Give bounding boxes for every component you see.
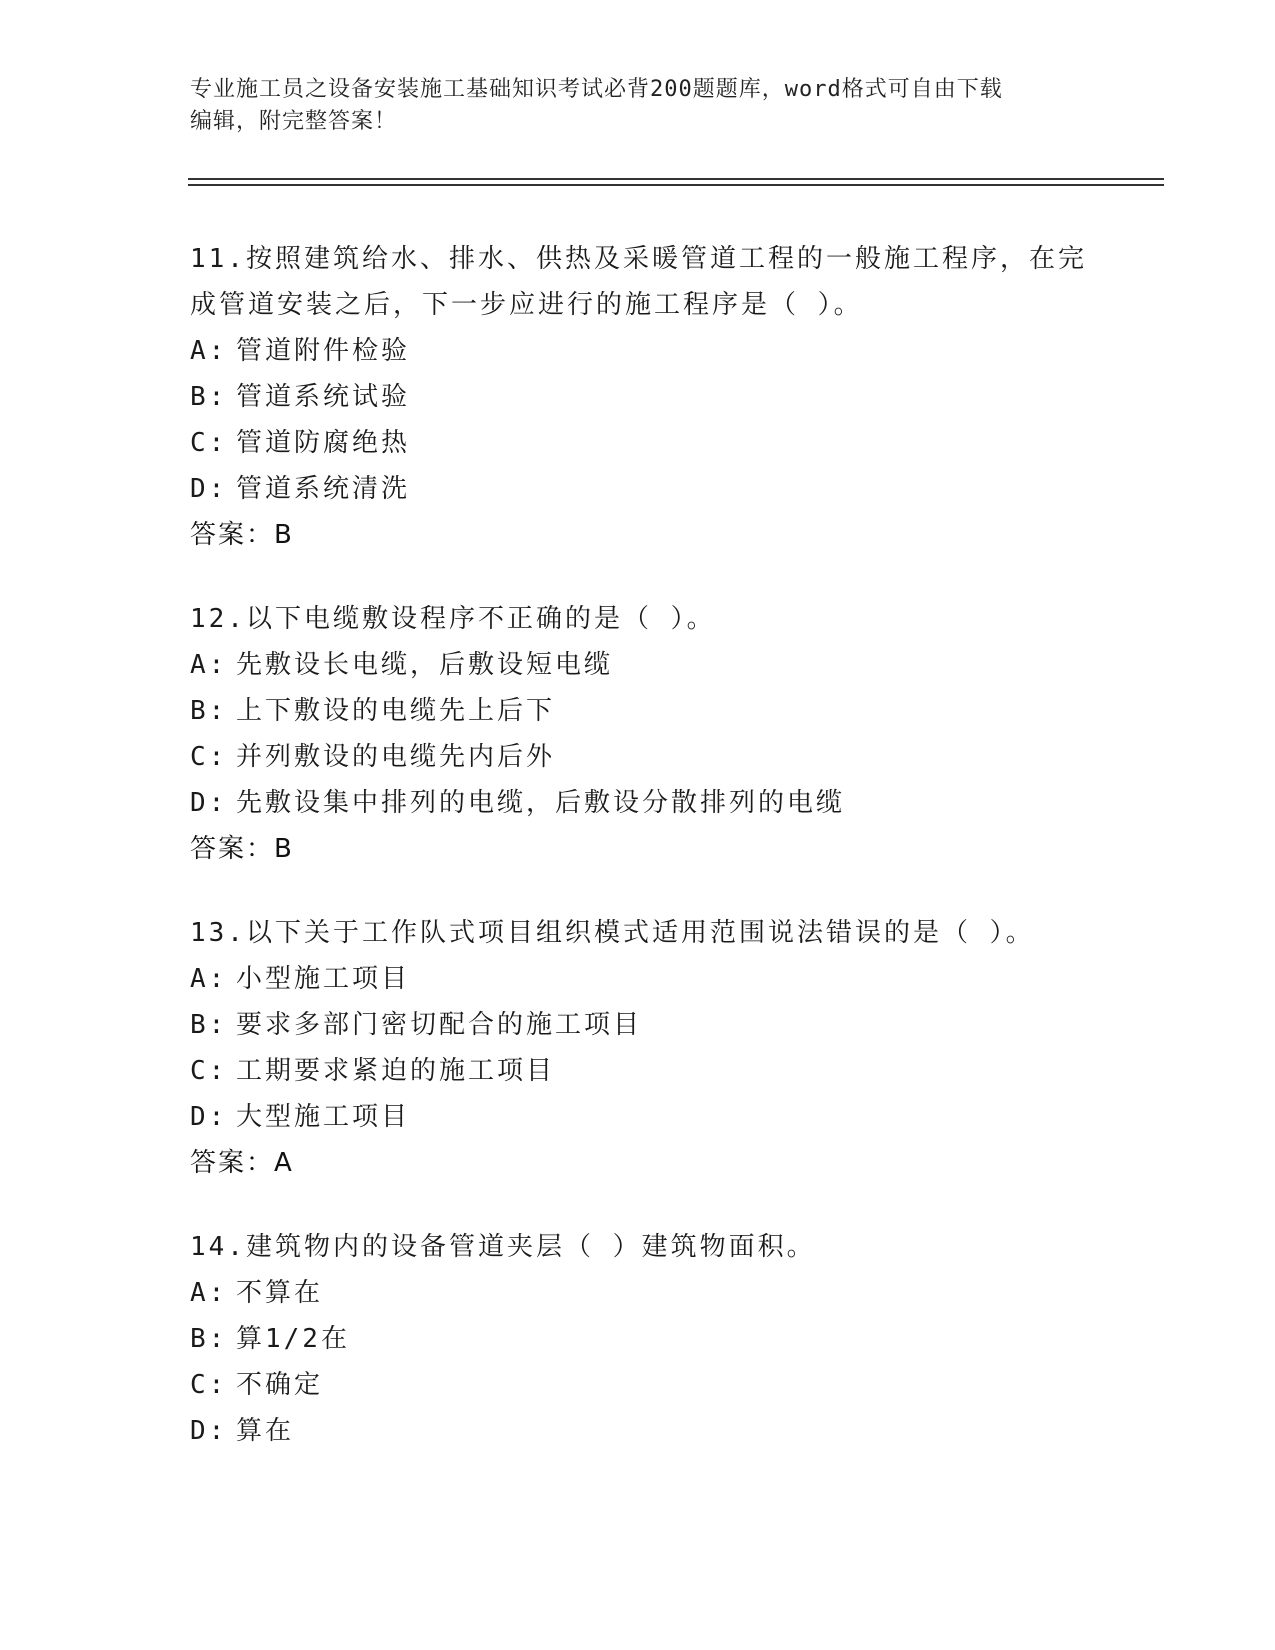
question-text-line: 14.建筑物内的设备管道夹层（ ）建筑物面积。 (190, 1232, 816, 1262)
question-12 (190, 596, 1150, 872)
option-text: 工期要求紧迫的施工项目 (236, 1056, 556, 1086)
option-key: D: (190, 474, 228, 504)
option-text: 大型施工项目 (236, 1102, 411, 1132)
option-b (190, 1002, 1150, 1048)
option-key: D: (190, 1102, 228, 1132)
option-key: C: (190, 428, 228, 458)
option-b (190, 1316, 1150, 1362)
option-key: A: (190, 964, 228, 994)
option-text: 管道系统清洗 (236, 474, 411, 504)
question-13 (190, 910, 1150, 1186)
option-key: C: (190, 1056, 228, 1086)
option-text: 不确定 (236, 1370, 324, 1400)
option-key: D: (190, 1416, 228, 1446)
option-text: 算1/2在 (236, 1324, 350, 1354)
option-key: A: (190, 1278, 228, 1308)
option-a (190, 328, 1150, 374)
question-list (190, 236, 1150, 1492)
option-text: 要求多部门密切配合的施工项目 (236, 1010, 643, 1040)
option-text: 算在 (236, 1416, 295, 1446)
option-text: 先敷设长电缆，后敷设短电缆 (236, 650, 614, 680)
question-text (190, 1224, 1150, 1270)
option-c (190, 420, 1150, 466)
header-title-line-1: 专业施工员之设备安装施工基础知识考试必背200题题库，word格式可自由下载 (190, 77, 1003, 102)
option-key: C: (190, 742, 228, 772)
option-key: A: (190, 336, 228, 366)
answer: 答案：B (190, 834, 294, 864)
answer: 答案：A (190, 1148, 294, 1178)
question-text (190, 236, 1150, 328)
header-divider-bottom (188, 184, 1164, 186)
question-text (190, 910, 1150, 956)
document-header (190, 74, 1090, 138)
option-a (190, 642, 1150, 688)
option-d (190, 1094, 1150, 1140)
option-b (190, 374, 1150, 420)
option-key: D: (190, 788, 228, 818)
option-b (190, 688, 1150, 734)
option-text: 上下敷设的电缆先上后下 (236, 696, 556, 726)
question-text (190, 596, 1150, 642)
option-key: B: (190, 382, 228, 412)
option-c (190, 1048, 1150, 1094)
option-text: 管道附件检验 (236, 336, 411, 366)
option-a (190, 1270, 1150, 1316)
question-text-line: 12.以下电缆敷设程序不正确的是（ ）。 (190, 604, 716, 634)
question-text-line: 11.按照建筑给水、排水、供热及采暖管道工程的一般施工程序，在完 (190, 244, 1087, 274)
option-text: 不算在 (236, 1278, 324, 1308)
option-text: 先敷设集中排列的电缆，后敷设分散排列的电缆 (236, 788, 846, 818)
option-text: 管道系统试验 (236, 382, 411, 412)
header-title-line-2: 编辑，附完整答案！ (190, 109, 398, 134)
option-key: B: (190, 696, 228, 726)
option-text: 并列敷设的电缆先内后外 (236, 742, 556, 772)
option-c (190, 1362, 1150, 1408)
option-key: B: (190, 1324, 228, 1354)
option-d (190, 466, 1150, 512)
option-text: 管道防腐绝热 (236, 428, 411, 458)
option-key: B: (190, 1010, 228, 1040)
question-text-line: 成管道安装之后，下一步应进行的施工程序是（ ）。 (190, 290, 863, 320)
option-text: 小型施工项目 (236, 964, 411, 994)
option-d (190, 1408, 1150, 1454)
option-a (190, 956, 1150, 1002)
question-11 (190, 236, 1150, 558)
option-key: A: (190, 650, 228, 680)
question-14 (190, 1224, 1150, 1454)
header-divider-top (188, 178, 1164, 180)
question-text-line: 13.以下关于工作队式项目组织模式适用范围说法错误的是（ ）。 (190, 918, 1035, 948)
answer: 答案：B (190, 520, 294, 550)
option-c (190, 734, 1150, 780)
option-d (190, 780, 1150, 826)
option-key: C: (190, 1370, 228, 1400)
